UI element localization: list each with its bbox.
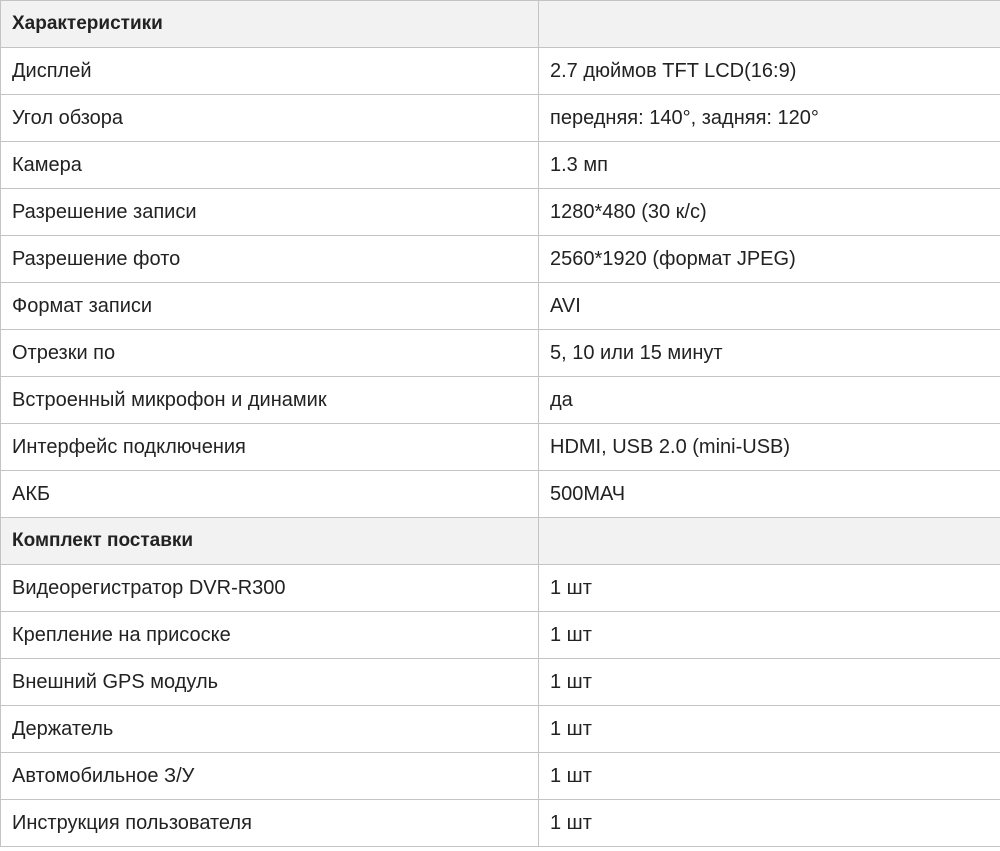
- row-value: 5, 10 или 15 минут: [539, 330, 1000, 377]
- row-label: Угол обзора: [1, 95, 539, 142]
- row-value: передняя: 140°, задняя: 120°: [539, 95, 1000, 142]
- section-header-characteristics: [1, 1, 1000, 48]
- row-label: Разрешение фото: [1, 236, 539, 283]
- section-title: Характеристики: [1, 1, 539, 48]
- section-header-package-contents: [1, 518, 1000, 565]
- row-label: Автомобильное З/У: [1, 753, 539, 800]
- row-label: Внешний GPS модуль: [1, 659, 539, 706]
- row-value: да: [539, 377, 1000, 424]
- table-row: [1, 95, 1000, 142]
- row-label: Держатель: [1, 706, 539, 753]
- row-label: Крепление на присоске: [1, 612, 539, 659]
- row-value: 1 шт: [539, 753, 1000, 800]
- row-value: 1 шт: [539, 706, 1000, 753]
- table-row: [1, 471, 1000, 518]
- row-label: Встроенный микрофон и динамик: [1, 377, 539, 424]
- table-row: [1, 236, 1000, 283]
- section-empty-cell: [539, 1, 1000, 48]
- row-value: 1280*480 (30 к/с): [539, 189, 1000, 236]
- row-value: 2560*1920 (формат JPEG): [539, 236, 1000, 283]
- table-row: [1, 283, 1000, 330]
- table-row: [1, 424, 1000, 471]
- row-label: Видеорегистратор DVR-R300: [1, 565, 539, 612]
- table-row: [1, 753, 1000, 800]
- row-value: 1 шт: [539, 565, 1000, 612]
- table-row: [1, 565, 1000, 612]
- row-label: Инструкция пользователя: [1, 800, 539, 847]
- row-value: 1 шт: [539, 800, 1000, 847]
- row-label: Разрешение записи: [1, 189, 539, 236]
- row-label: Камера: [1, 142, 539, 189]
- section-title: Комплект поставки: [1, 518, 539, 565]
- table-row: [1, 612, 1000, 659]
- row-value: AVI: [539, 283, 1000, 330]
- table-row: [1, 189, 1000, 236]
- table-row: [1, 706, 1000, 753]
- row-value: 500МАЧ: [539, 471, 1000, 518]
- table-row: [1, 377, 1000, 424]
- row-value: 1 шт: [539, 659, 1000, 706]
- row-label: АКБ: [1, 471, 539, 518]
- table-row: [1, 48, 1000, 95]
- table-row: [1, 800, 1000, 847]
- table-row: [1, 330, 1000, 377]
- row-label: Формат записи: [1, 283, 539, 330]
- row-label: Дисплей: [1, 48, 539, 95]
- row-label: Интерфейс подключения: [1, 424, 539, 471]
- row-value: 2.7 дюймов TFT LCD(16:9): [539, 48, 1000, 95]
- section-empty-cell: [539, 518, 1000, 565]
- row-value: 1 шт: [539, 612, 1000, 659]
- table-row: [1, 659, 1000, 706]
- table-row: [1, 142, 1000, 189]
- row-value: 1.3 мп: [539, 142, 1000, 189]
- row-value: HDMI, USB 2.0 (mini-USB): [539, 424, 1000, 471]
- row-label: Отрезки по: [1, 330, 539, 377]
